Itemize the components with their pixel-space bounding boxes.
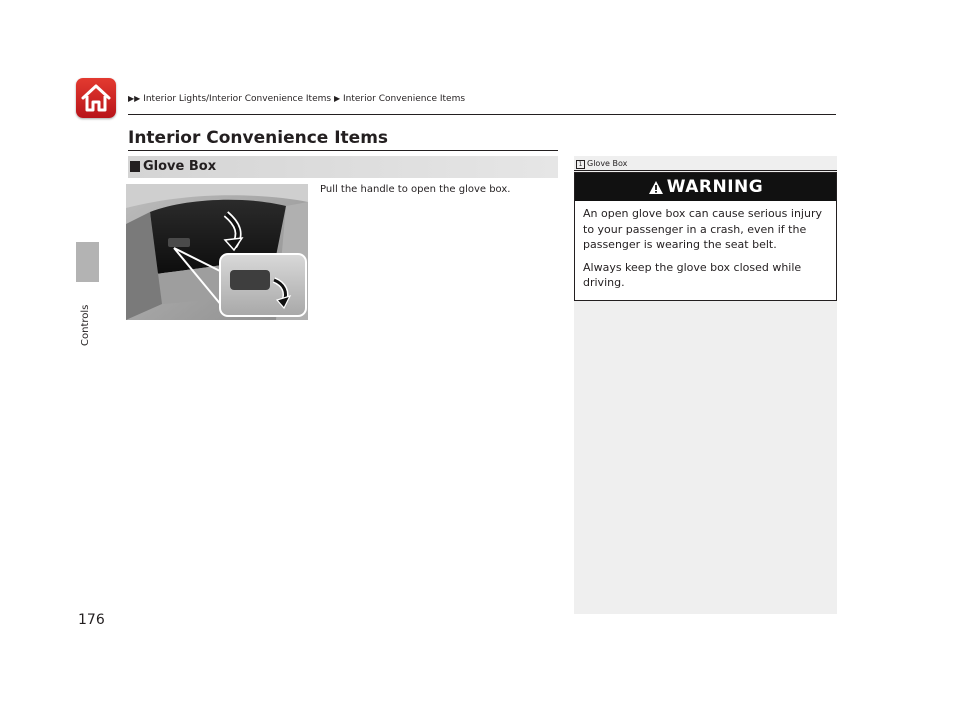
page-number: 176 bbox=[78, 612, 105, 628]
breadcrumb bbox=[128, 94, 465, 104]
bullet-square-icon bbox=[130, 161, 140, 172]
warning-paragraph: An open glove box can cause serious injury to your passenger in a crash, even if the passenger is wearing the seat belt. bbox=[583, 207, 822, 251]
reference-box-icon: 1 bbox=[576, 160, 585, 169]
warning-label: WARNING bbox=[666, 177, 764, 197]
warning-paragraph: Always keep the glove box closed while driving. bbox=[583, 260, 802, 289]
note-divider bbox=[574, 170, 837, 171]
note-heading bbox=[576, 159, 627, 169]
breadcrumb-arrow-icon: ▶▶ bbox=[128, 94, 141, 103]
chapter-tab bbox=[76, 242, 99, 282]
warning-header bbox=[575, 173, 836, 201]
page-title: Interior Convenience Items bbox=[128, 128, 389, 148]
note-heading-label: Glove Box bbox=[587, 159, 628, 168]
glove-box-illustration bbox=[126, 184, 308, 320]
home-icon bbox=[80, 82, 112, 114]
header-divider bbox=[128, 114, 836, 115]
breadcrumb-item-lights[interactable]: Interior Lights/Interior Convenience Items bbox=[143, 94, 332, 104]
warning-body bbox=[583, 206, 828, 291]
title-divider bbox=[128, 150, 558, 151]
breadcrumb-item-convenience[interactable]: Interior Convenience Items bbox=[343, 94, 466, 104]
breadcrumb-arrow-icon: ▶ bbox=[333, 94, 341, 103]
warning-box bbox=[574, 172, 837, 301]
subsection-header bbox=[128, 156, 558, 178]
chapter-label: Controls bbox=[80, 304, 91, 346]
home-button[interactable] bbox=[76, 78, 116, 118]
instruction-text: Pull the handle to open the glove box. bbox=[320, 184, 511, 195]
warning-triangle-icon bbox=[648, 180, 664, 195]
subsection-title: Glove Box bbox=[143, 159, 217, 174]
